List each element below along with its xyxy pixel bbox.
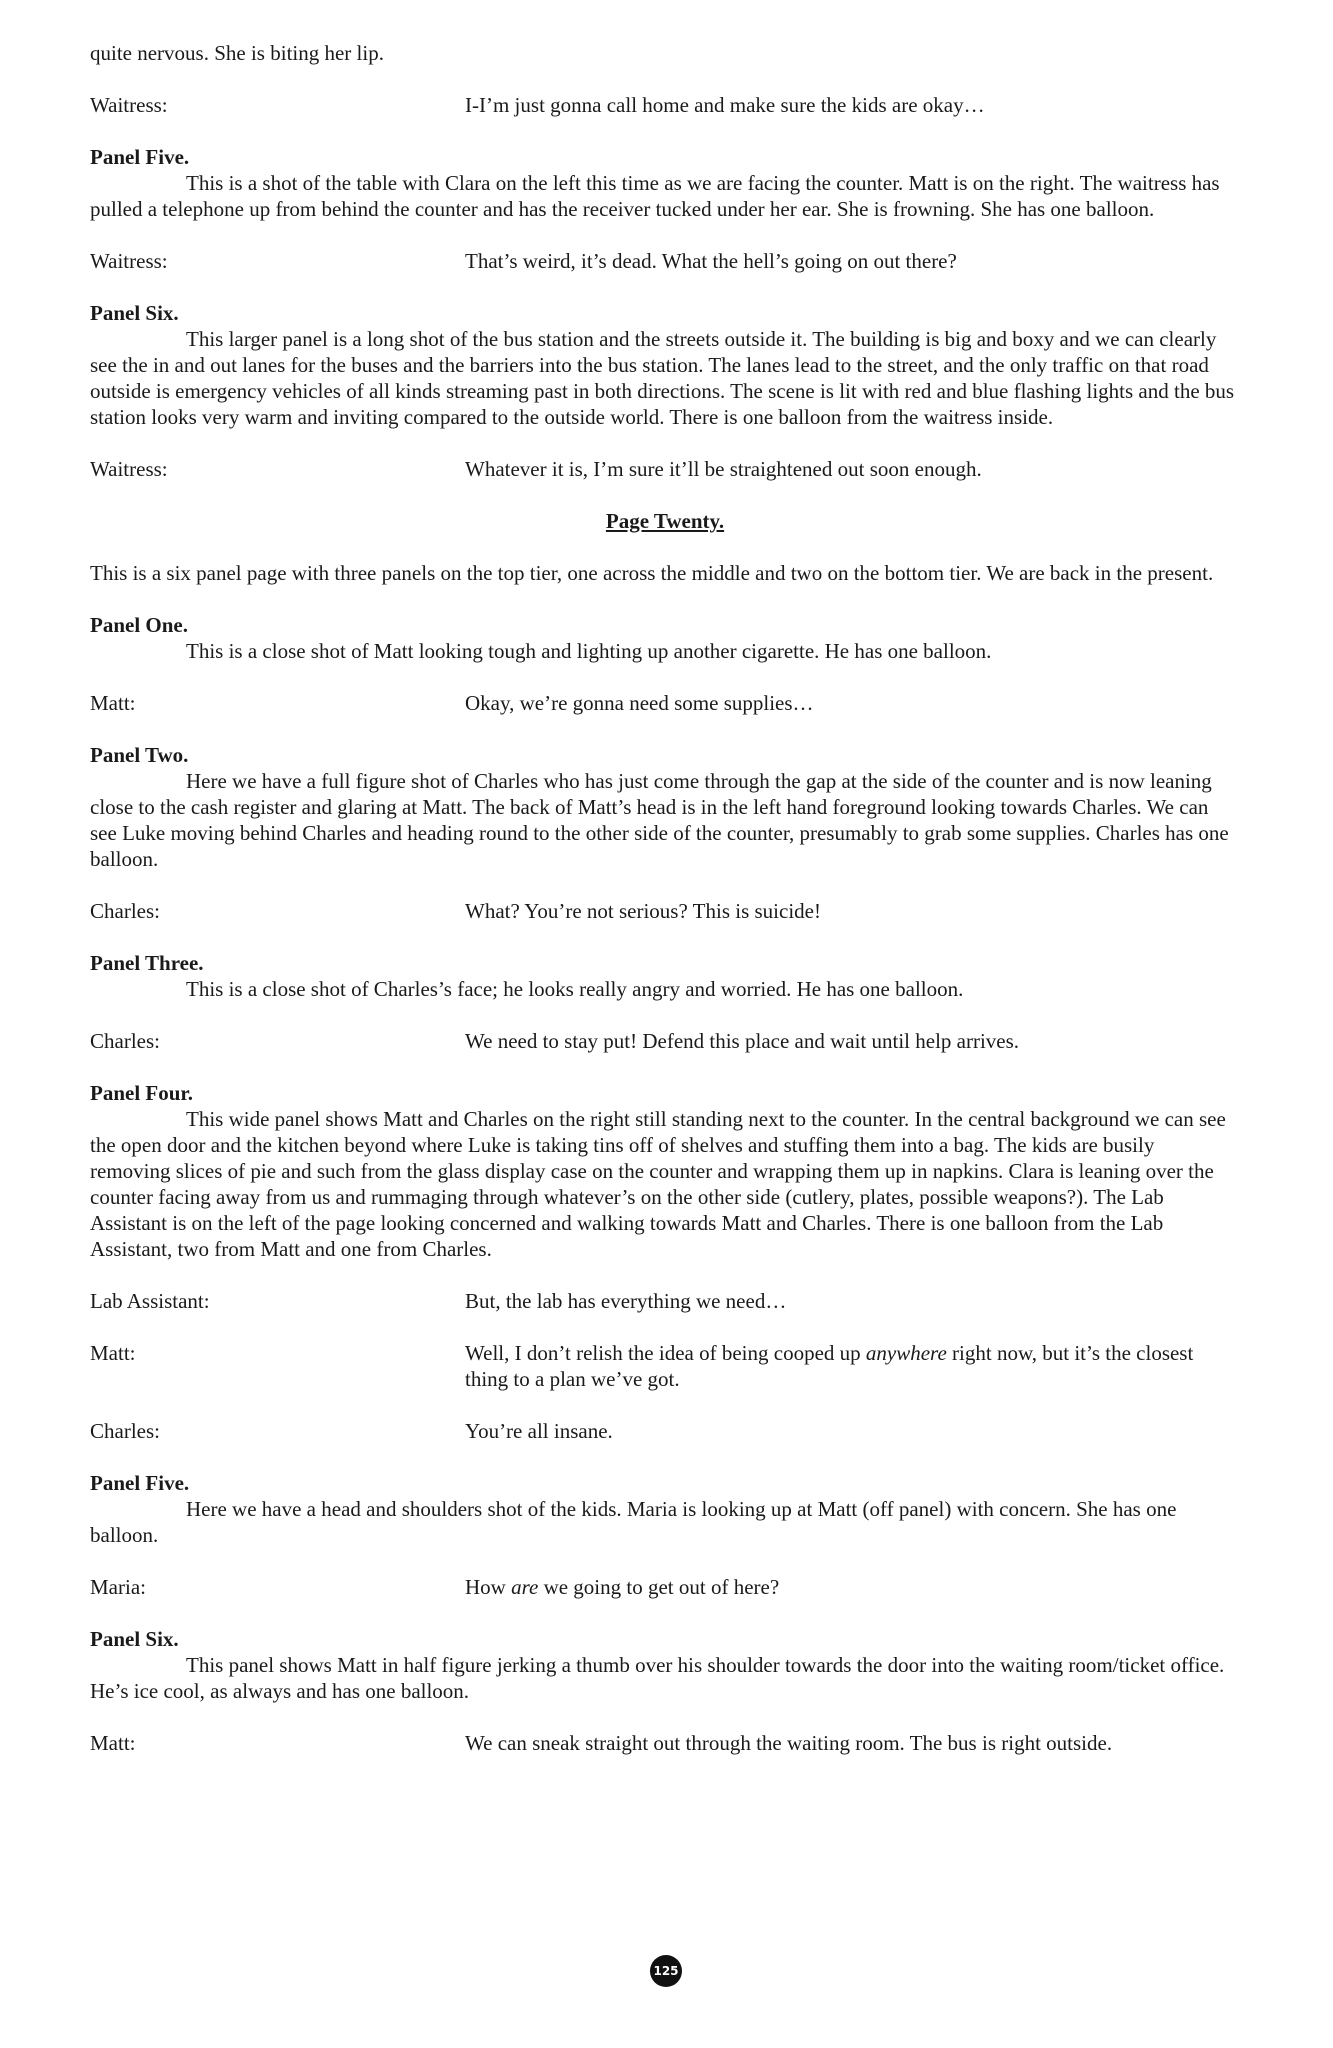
dialogue-line: [90, 1418, 1240, 1444]
dialogue-line: [90, 1340, 1240, 1392]
dialogue-text: We can sneak straight out through the waiting room. The bus is right outside.: [465, 1731, 1113, 1755]
page-number-badge: 125: [650, 1955, 682, 1987]
dialogue-emphasis: are: [511, 1575, 539, 1599]
dialogue-text-part: we going to get out of here?: [538, 1575, 780, 1599]
panel-description: This panel shows Matt in half figure jerking a thumb over his shoulder towards the door into the waiting room/ticket office. He’s ice cool, as always and has one balloon.: [90, 1653, 1225, 1703]
dialogue-text: That’s weird, it’s dead. What the hell’s going on out there?: [465, 249, 957, 273]
panel-description: Here we have a full figure shot of Charles who has just come through the gap at the side of the counter and is now leaning close to the cash register and glaring at Matt. The back of Matt’s head is in the left hand foreground looking towards Charles. We can see Luke moving behind Charles and heading round to the other side of the counter, presumably to grab some supplies. Charles has one balloon.: [90, 769, 1229, 871]
page-title: Page Twenty.: [605, 509, 725, 533]
speaker: Charles:: [90, 1029, 160, 1053]
panel-description: This is a shot of the table with Clara on the left this time as we are facing the counter. Matt is on the right. The waitress has pulled a telephone up from behind the counter and has the receiver tucked under her ear. She is frowning. She has one balloon.: [90, 171, 1220, 221]
panel-description: This is a close shot of Charles’s face; he looks really angry and worried. He has one balloon.: [186, 977, 964, 1001]
speaker: Waitress:: [90, 249, 168, 273]
panel-heading: Panel Six.: [90, 301, 179, 325]
panel-heading: Panel Two.: [90, 743, 189, 767]
dialogue-line: [90, 1028, 1240, 1054]
speaker: Matt:: [90, 691, 136, 715]
speaker: Matt:: [90, 1341, 136, 1365]
speaker: Matt:: [90, 1731, 136, 1755]
dialogue-text: I-I’m just gonna call home and make sure the kids are okay…: [465, 93, 985, 117]
dialogue-text: Okay, we’re gonna need some supplies…: [465, 691, 814, 715]
page-intro: This is a six panel page with three panels on the top tier, one across the middle and two on the bottom tier. We are back in the present.: [90, 561, 1214, 585]
speaker: Waitress:: [90, 457, 168, 481]
dialogue-text: What? You’re not serious? This is suicide!: [465, 899, 821, 923]
dialogue-text: [465, 1574, 1240, 1600]
dialogue-line: [90, 1574, 1240, 1600]
panel-description: Here we have a head and shoulders shot of the kids. Maria is looking up at Matt (off panel) with concern. She has one balloon.: [90, 1497, 1177, 1547]
dialogue-text: We need to stay put! Defend this place and wait until help arrives.: [465, 1029, 1020, 1053]
dialogue-emphasis: anywhere: [865, 1341, 947, 1365]
speaker: Maria:: [90, 1575, 146, 1599]
panel-heading: Panel Three.: [90, 951, 204, 975]
dialogue-line: [90, 92, 1240, 118]
dialogue-text: Whatever it is, I’m sure it’ll be straightened out soon enough.: [465, 457, 982, 481]
dialogue-text-part: How: [465, 1575, 512, 1599]
panel-heading: Panel One.: [90, 613, 188, 637]
panel-heading: Panel Five.: [90, 145, 190, 169]
continued-text: quite nervous. She is biting her lip.: [90, 41, 384, 65]
dialogue-text: But, the lab has everything we need…: [465, 1289, 787, 1313]
speaker: Waitress:: [90, 93, 168, 117]
panel-description: This is a close shot of Matt looking tough and lighting up another cigarette. He has one balloon.: [186, 639, 992, 663]
panel-description: This wide panel shows Matt and Charles on the right still standing next to the counter. In the central background we can see the open door and the kitchen beyond where Luke is taking tins off of shelves and stuffing them into a bag. The kids are busily removing slices of pie and such from the glass display case on the counter and wrapping them up in napkins. Clara is leaning over the counter facing away from us and rummaging through whatever’s on the other side (cutlery, plates, possible weapons?). The Lab Assistant is on the left of the page looking concerned and walking towards Matt and Charles. There is one balloon from the Lab Assistant, two from Matt and one from Charles.: [90, 1107, 1226, 1261]
speaker: Charles:: [90, 1419, 160, 1443]
panel-heading: Panel Six.: [90, 1627, 179, 1651]
dialogue-text-part: right now, but it’s the closest thing to a plan we’ve got.: [465, 1341, 1194, 1391]
dialogue-line: [90, 248, 1240, 274]
dialogue-line: [90, 456, 1240, 482]
panel-description: This larger panel is a long shot of the bus station and the streets outside it. The building is big and boxy and we can clearly see the in and out lanes for the buses and the barriers into the bus station. The lanes lead to the street, and the only traffic on that road outside is emergency vehicles of all kinds streaming past in both directions. The scene is lit with red and blue flashing lights and the bus station looks very warm and inviting compared to the outside world. There is one balloon from the waitress inside.: [90, 327, 1235, 429]
speaker: Lab Assistant:: [90, 1289, 210, 1313]
dialogue-line: [90, 898, 1240, 924]
dialogue-line: [90, 1288, 1240, 1314]
panel-heading: Panel Five.: [90, 1471, 190, 1495]
panel-heading: Panel Four.: [90, 1081, 194, 1105]
dialogue-text: [465, 1340, 1240, 1392]
dialogue-text: You’re all insane.: [465, 1419, 613, 1443]
dialogue-text-part: Well, I don’t relish the idea of being cooped up: [465, 1341, 866, 1365]
dialogue-line: [90, 1730, 1240, 1756]
script-page: [90, 40, 1240, 1782]
speaker: Charles:: [90, 899, 160, 923]
dialogue-line: [90, 690, 1240, 716]
